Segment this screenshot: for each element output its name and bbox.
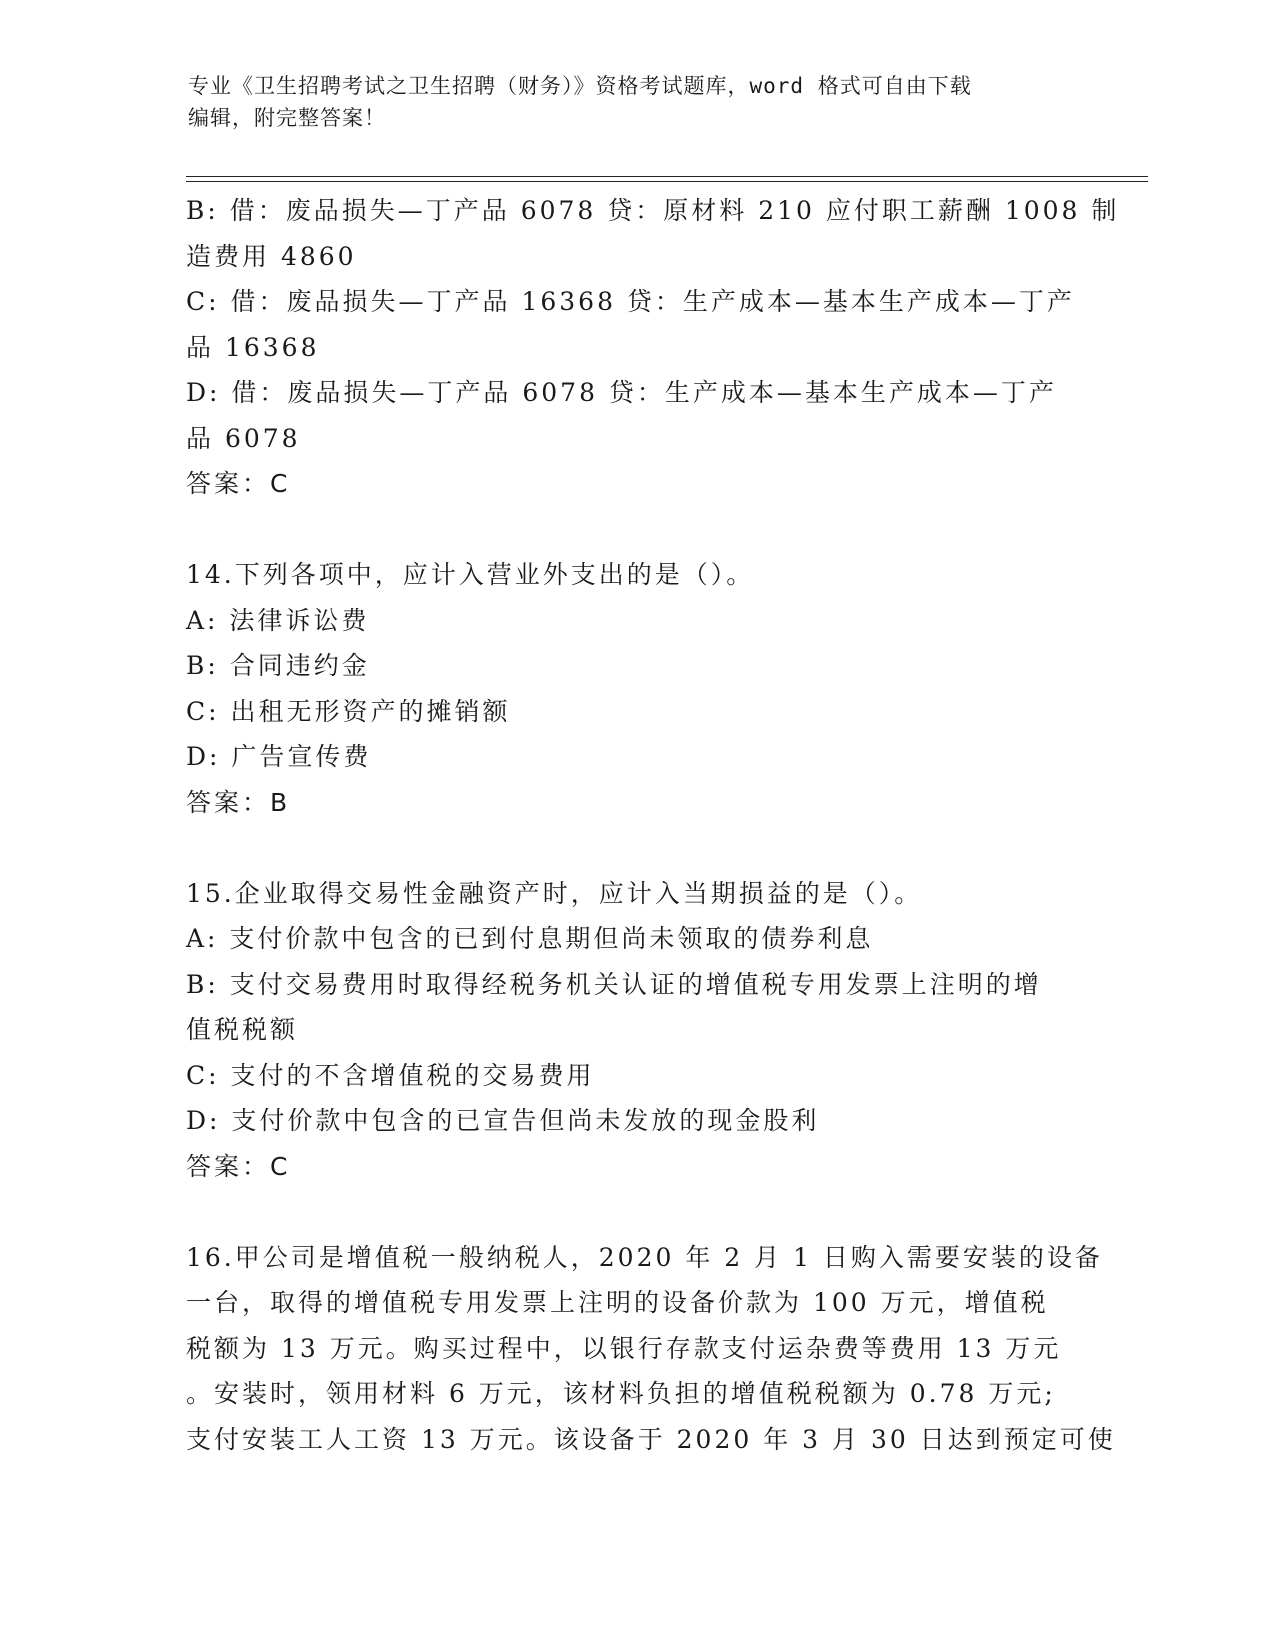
option-b-line-1: B: 支付交易费用时取得经税务机关认证的增值税专用发票上注明的增 bbox=[186, 969, 1042, 999]
spacer bbox=[186, 507, 1086, 553]
header-line-2: 编辑，附完整答案！ bbox=[188, 106, 386, 130]
question-stem-line-2: 一台，取得的增值税专用发票上注明的设备价款为 100 万元，增值税 bbox=[186, 1288, 1049, 1317]
option-c: C: 出租无形资产的摊销额 bbox=[186, 696, 511, 726]
document-body bbox=[186, 188, 1120, 1462]
spacer bbox=[186, 825, 1086, 871]
question-14 bbox=[186, 552, 1086, 825]
option-d: D: 广告宣传费 bbox=[186, 742, 372, 771]
question-stem-line-1: 16.甲公司是增值税一般纳税人，2020 年 2 月 1 日购入需要安装的设备 bbox=[186, 1242, 1103, 1272]
option-b-line-2: 造费用 4860 bbox=[186, 241, 357, 271]
spacer bbox=[186, 1189, 1086, 1235]
header-rule-bottom bbox=[186, 181, 1148, 182]
option-d: D: 支付价款中包含的已宣告但尚未发放的现金股利 bbox=[186, 1106, 820, 1135]
option-c-line-1: C: 借：废品损失—丁产品 16368 贷：生产成本—基本生产成本—丁产 bbox=[186, 287, 1075, 316]
answer: 答案：C bbox=[186, 1151, 291, 1181]
question-16 bbox=[186, 1235, 1116, 1463]
option-c-line-2: 品 16368 bbox=[186, 332, 320, 362]
option-a: A: 法律诉讼费 bbox=[186, 605, 370, 635]
question-13 bbox=[186, 188, 1120, 507]
option-d-line-1: D: 借：废品损失—丁产品 6078 贷：生产成本—基本生产成本—丁产 bbox=[186, 378, 1057, 407]
question-stem: 14.下列各项中，应计入营业外支出的是（）。 bbox=[186, 560, 755, 589]
header-line-1: 专业《卫生招聘考试之卫生招聘（财务）》资格考试题库，word 格式可自由下载 bbox=[188, 74, 972, 98]
question-15 bbox=[186, 871, 1086, 1190]
answer: 答案：C bbox=[186, 469, 291, 498]
question-stem-line-5: 支付安装工人工资 13 万元。该设备于 2020 年 3 月 30 日达到预定可使 bbox=[186, 1424, 1116, 1454]
document-header bbox=[188, 70, 1068, 134]
option-c: C: 支付的不含增值税的交易费用 bbox=[186, 1060, 595, 1090]
option-b-line-1: B: 借：废品损失—丁产品 6078 贷：原材料 210 应付职工薪酬 1008 制 bbox=[186, 196, 1120, 225]
option-a: A: 支付价款中包含的已到付息期但尚未领取的债券利息 bbox=[186, 924, 874, 953]
option-b: B: 合同违约金 bbox=[186, 651, 370, 680]
answer: 答案：B bbox=[186, 787, 291, 817]
option-d-line-2: 品 6078 bbox=[186, 423, 301, 453]
option-b-line-2: 值税税额 bbox=[186, 1015, 299, 1044]
question-stem-line-4: 。安装时，领用材料 6 万元，该材料负担的增值税税额为 0.78 万元; bbox=[186, 1379, 1056, 1408]
header-rule-top bbox=[186, 176, 1148, 177]
question-stem-line-3: 税额为 13 万元。购买过程中，以银行存款支付运杂费等费用 13 万元 bbox=[186, 1333, 1062, 1363]
question-stem: 15.企业取得交易性金融资产时，应计入当期损益的是（）。 bbox=[186, 878, 923, 908]
